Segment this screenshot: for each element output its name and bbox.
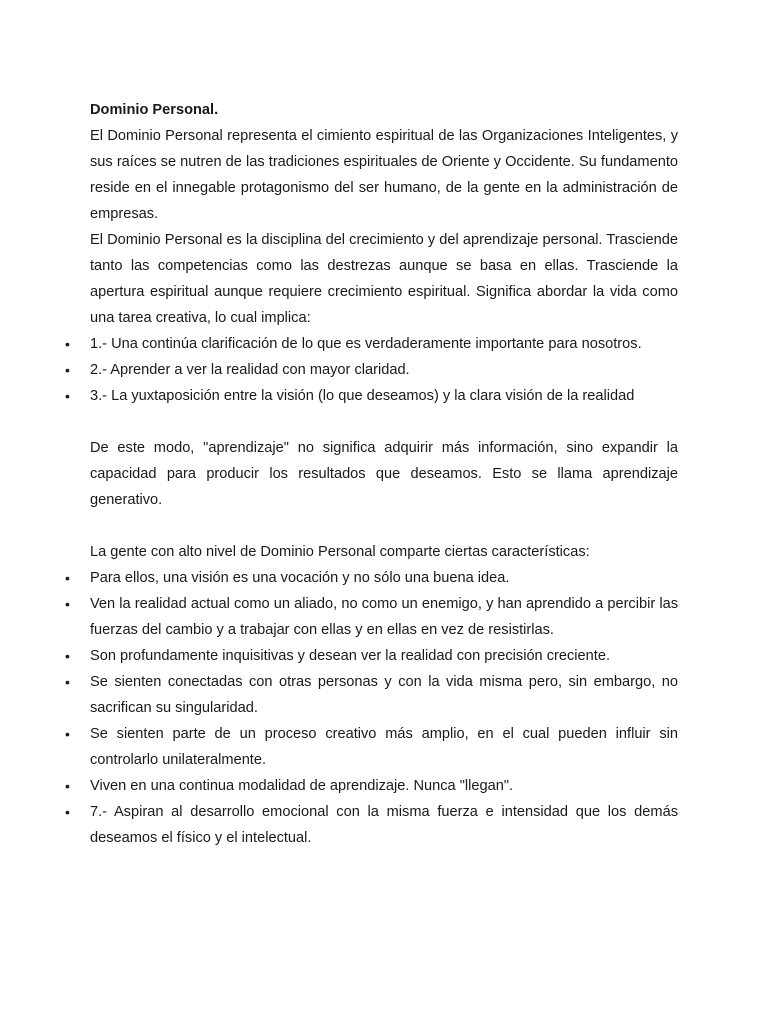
bullet-icon: •	[65, 336, 70, 352]
bullet-icon: •	[65, 596, 70, 612]
list-item-text: Son profundamente inquisitivas y desean ver la realidad con precisión creciente.	[90, 648, 611, 664]
list-item	[65, 799, 678, 851]
bullet-icon: •	[65, 674, 70, 690]
characteristics-list	[65, 565, 678, 851]
list-item-text: 1.- Una continúa clarificación de lo que es verdaderamente importante para nosotros.	[90, 336, 642, 352]
list-item	[65, 669, 678, 721]
list-item-text: Se sienten conectadas con otras personas y con la vida misma pero, sin embargo, no sacrifican su singularidad.	[90, 674, 678, 716]
list-item	[65, 591, 678, 643]
list-item	[65, 643, 678, 669]
section-heading: Dominio Personal.	[90, 102, 219, 118]
list-item-text: 7.- Aspiran al desarrollo emocional con la misma fuerza e intensidad que los demás deseamos el físico y el intelectual.	[90, 804, 678, 846]
list-item-text: 3.- La yuxtaposición entre la visión (lo que deseamos) y la clara visión de la realidad	[90, 388, 635, 404]
list-item	[65, 331, 678, 357]
paragraph-spacer	[90, 513, 678, 539]
list-item	[65, 773, 678, 799]
document-page	[65, 97, 678, 851]
list-item-text: Para ellos, una visión es una vocación y no sólo una buena idea.	[90, 570, 510, 586]
list-item	[65, 565, 678, 591]
bullet-icon: •	[65, 388, 70, 404]
implies-list	[65, 331, 678, 409]
list-item-text: 2.- Aprender a ver la realidad con mayor claridad.	[90, 362, 410, 378]
bullet-icon: •	[65, 726, 70, 742]
list-item	[65, 721, 678, 773]
list-item-text: Se sienten parte de un proceso creativo más amplio, en el cual pueden influir sin controlarlo unilateralmente.	[90, 726, 678, 768]
bullet-icon: •	[65, 778, 70, 794]
characteristics-intro: La gente con alto nivel de Dominio Personal comparte ciertas características:	[90, 544, 590, 560]
intro-paragraph-2: El Dominio Personal es la disciplina del crecimiento y del aprendizaje personal. Trasciende tanto las competencias como las destrezas aunque se basa en ellas. Trasciende la apertura espiritual aunque requiere crecimiento espiritual. Significa abordar la vida como una tarea creativa, lo cual implica:	[90, 232, 678, 326]
bullet-icon: •	[65, 648, 70, 664]
list-item	[65, 383, 678, 409]
bullet-icon: •	[65, 804, 70, 820]
list-item-text: Viven en una continua modalidad de aprendizaje. Nunca "llegan".	[90, 778, 514, 794]
list-item	[65, 357, 678, 383]
learning-paragraph: De este modo, "aprendizaje" no significa adquirir más información, sino expandir la capacidad para producir los resultados que deseamos. Esto se llama aprendizaje generativo.	[90, 440, 678, 508]
bullet-icon: •	[65, 570, 70, 586]
bullet-icon: •	[65, 362, 70, 378]
intro-paragraph-1: El Dominio Personal representa el cimiento espiritual de las Organizaciones Inteligentes, y sus raíces se nutren de las tradiciones espirituales de Oriente y Occidente. Su fundamento reside en el innegable protagonismo del ser humano, de la gente en la administración de empresas.	[90, 128, 678, 222]
paragraph-spacer	[90, 409, 678, 435]
list-item-text: Ven la realidad actual como un aliado, no como un enemigo, y han aprendido a percibir las fuerzas del cambio y a trabajar con ellas y en ellas en vez de resistirlas.	[90, 596, 678, 638]
